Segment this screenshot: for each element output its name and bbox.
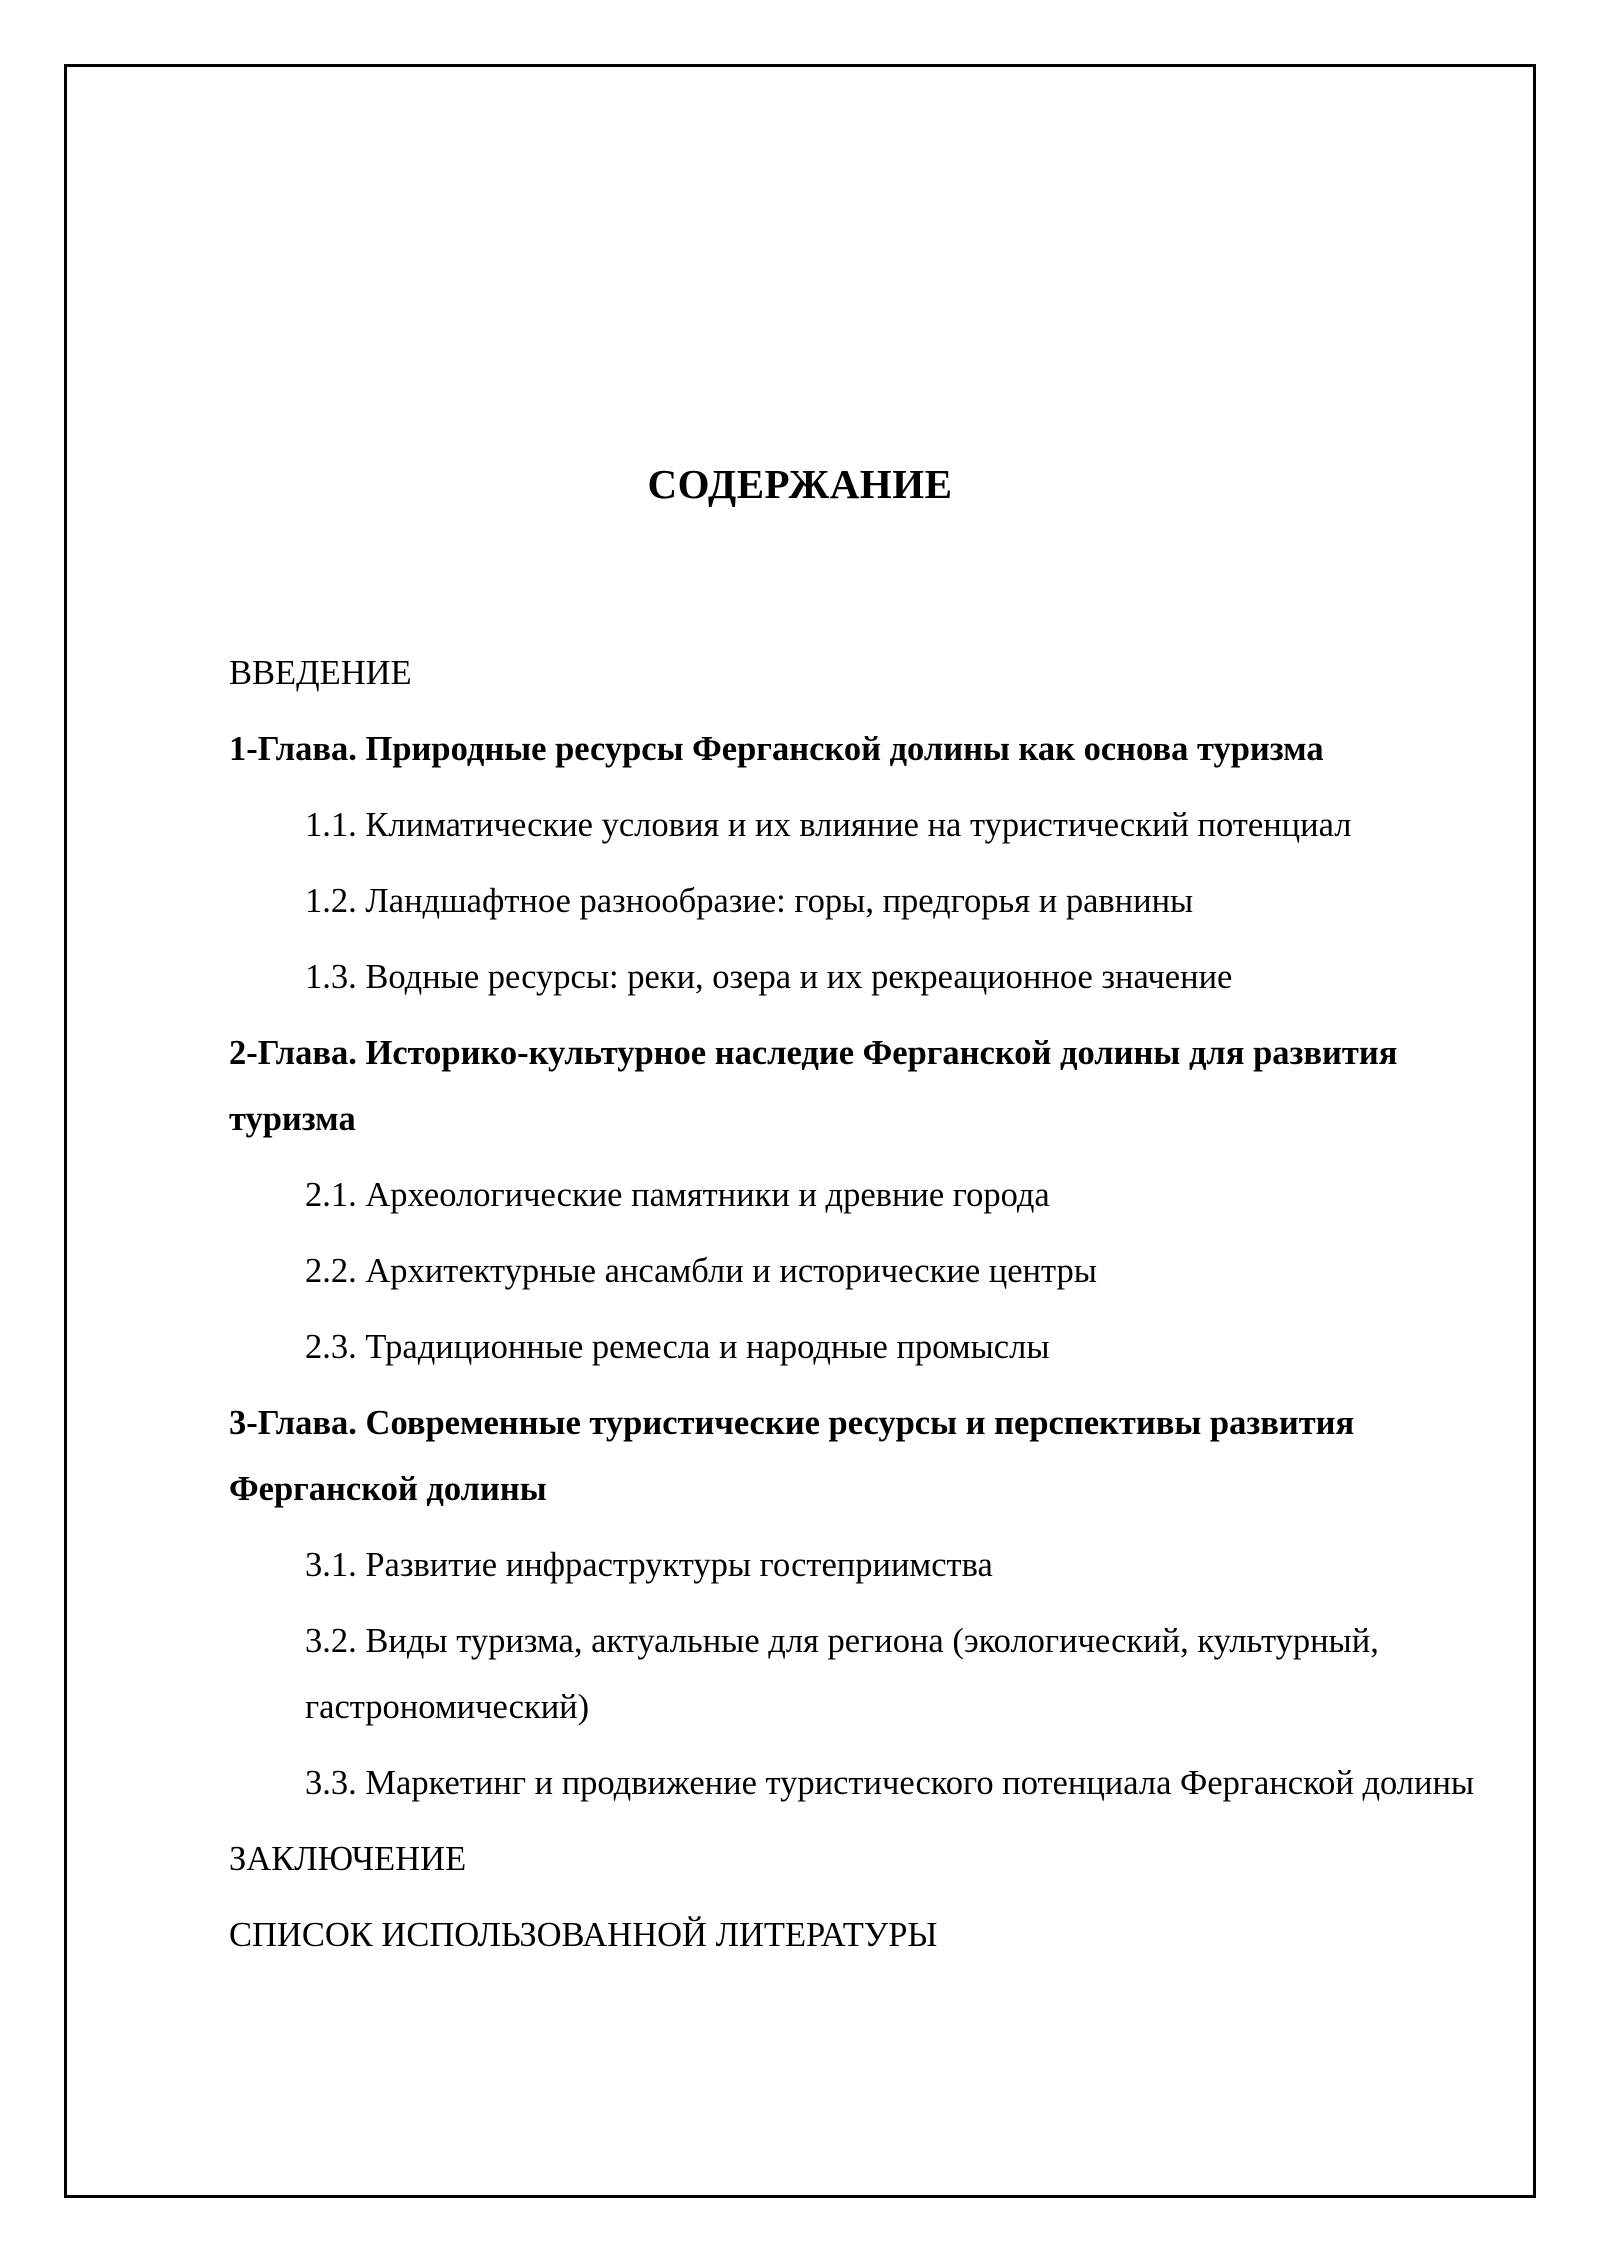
toc-section-1-3: 1.3. Водные ресурсы: реки, озера и их рекреационное значение: [305, 958, 1233, 996]
toc-section-3-1: 3.1. Развитие инфраструктуры гостеприимства: [305, 1546, 993, 1584]
toc-entry-bibliography: СПИСОК ИСПОЛЬЗОВАННОЙ ЛИТЕРАТУРЫ: [229, 1916, 938, 1954]
toc-section-2-1: 2.1. Археологические памятники и древние города: [305, 1176, 1050, 1214]
toc-chapter-3: 3-Глава. Современные туристические ресурсы и перспективы развития Ферганской долины: [229, 1404, 1355, 1508]
toc-section-2-2: 2.2. Архитектурные ансамбли и исторические центры: [305, 1252, 1097, 1290]
toc-chapter-1: 1-Глава. Природные ресурсы Ферганской долины как основа туризма: [229, 730, 1324, 768]
page-title: СОДЕРЖАНИЕ: [647, 461, 953, 507]
toc-chapter-2: 2-Глава. Историко-культурное наследие Ферганской долины для развития туризма: [229, 1034, 1398, 1138]
toc-entry-introduction: ВВЕДЕНИЕ: [229, 654, 412, 692]
table-of-contents: [229, 640, 1499, 1978]
toc-section-2-3: 2.3. Традиционные ремесла и народные промыслы: [305, 1328, 1050, 1366]
toc-section-1-1: 1.1. Климатические условия и их влияние на туристический потенциал: [305, 806, 1352, 844]
toc-section-3-3: 3.3. Маркетинг и продвижение туристического потенциала Ферганской долины: [305, 1764, 1475, 1802]
toc-section-1-2: 1.2. Ландшафтное разнообразие: горы, предгорья и равнины: [305, 882, 1194, 920]
toc-entry-conclusion: ЗАКЛЮЧЕНИЕ: [229, 1840, 467, 1878]
toc-section-3-2: 3.2. Виды туризма, актуальные для региона (экологический, культурный, гастрономический): [305, 1622, 1379, 1726]
